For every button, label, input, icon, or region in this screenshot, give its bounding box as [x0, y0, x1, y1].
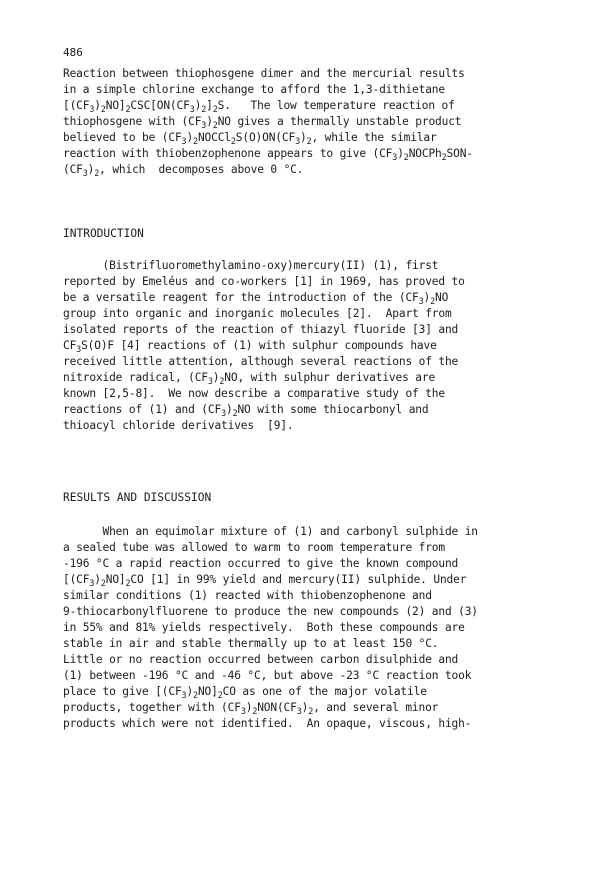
intro-line: be a versatile reagent for the introduction of the $(CF_3)_2NO$	[63, 291, 449, 306]
abstract-line: reaction with thiobenzophenone appears to give $(CF_3)_2NOCPh_2SON-$	[63, 147, 473, 162]
intro-line: isolated reports of the reaction of thiazyl fluoride [3] and	[63, 323, 459, 336]
results-line: 9-thiocarbonylfluorene to produce the new compounds (2) and (3)	[63, 605, 478, 618]
intro-line: nitroxide radical, $(CF_3)_2NO$, with sulphur derivatives are	[63, 371, 436, 386]
introduction-heading: INTRODUCTION	[63, 227, 144, 240]
results-line: -196 °C a rapid reaction occurred to give the known compound	[63, 557, 459, 570]
abstract-line: $[(CF_3)_2NO]_2CSC[ON(CF_3)_2]_2S$. The low temperature reaction of	[63, 99, 455, 114]
results-line: $[(CF_3)_2NO]_2CO$ [1] in 99% yield and mercury(II) sulphide. Under	[63, 573, 467, 588]
results-line: (1) between -196 °C and -46 °C, but above -23 °C reaction took	[63, 669, 472, 682]
intro-line: reactions of (1) and $(CF_3)_2NO$ with some thiocarbonyl and	[63, 403, 429, 418]
intro-line: known [2,5-8]. We now describe a comparative study of the	[63, 387, 445, 400]
results-line: stable in air and stable thermally up to at least 150 °C.	[63, 637, 439, 650]
results-line: place to give $[(CF_3)_2NO]_2CO$ as one of the major volatile	[63, 685, 427, 700]
results-line: Little or no reaction occurred between carbon disulphide and	[63, 653, 459, 666]
intro-line: (Bistrifluoromethylamino-oxy)mercury(II) (1), first	[63, 259, 439, 272]
results-line: When an equimolar mixture of (1) and carbonyl sulphide in	[63, 525, 478, 538]
abstract-line: in a simple chlorine exchange to afford the 1,3-dithietane	[63, 83, 445, 96]
intro-line: group into organic and inorganic molecules [2]. Apart from	[63, 307, 452, 320]
abstract-line: thiophosgene with $(CF_3)_2NO$ gives a thermally unstable product	[63, 115, 462, 130]
results-line: a sealed tube was allowed to warm to room temperature from	[63, 541, 445, 554]
results-heading: RESULTS AND DISCUSSION	[63, 491, 212, 504]
abstract-line: believed to be $(CF_3)_2NOCCl_2S(O)ON(CF_3)_2$, while the similar	[63, 131, 437, 146]
results-line: products, together with $(CF_3)_2NON(CF_3)_2$, and several minor	[63, 701, 439, 716]
intro-line: received little attention, although several reactions of the	[63, 355, 459, 368]
abstract-line: Reaction between thiophosgene dimer and the mercurial results	[63, 67, 465, 80]
results-line: similar conditions (1) reacted with thiobenzophenone and	[63, 589, 432, 602]
abstract-line: $(CF_3)_2$, which decomposes above 0 °C.	[63, 163, 304, 178]
results-line: products which were not identified. An opaque, viscous, high-	[63, 717, 472, 730]
intro-line: reported by Emeléus and co-workers [1] in 1969, has proved to	[63, 275, 465, 288]
intro-line: thioacyl chloride derivatives [9].	[63, 419, 294, 432]
results-line: in 55% and 81% yields respectively. Both these compounds are	[63, 621, 465, 634]
intro-line: $CF_3S(O)F$ [4] reactions of (1) with sulphur compounds have	[63, 339, 437, 354]
page-number: 486	[63, 46, 83, 59]
